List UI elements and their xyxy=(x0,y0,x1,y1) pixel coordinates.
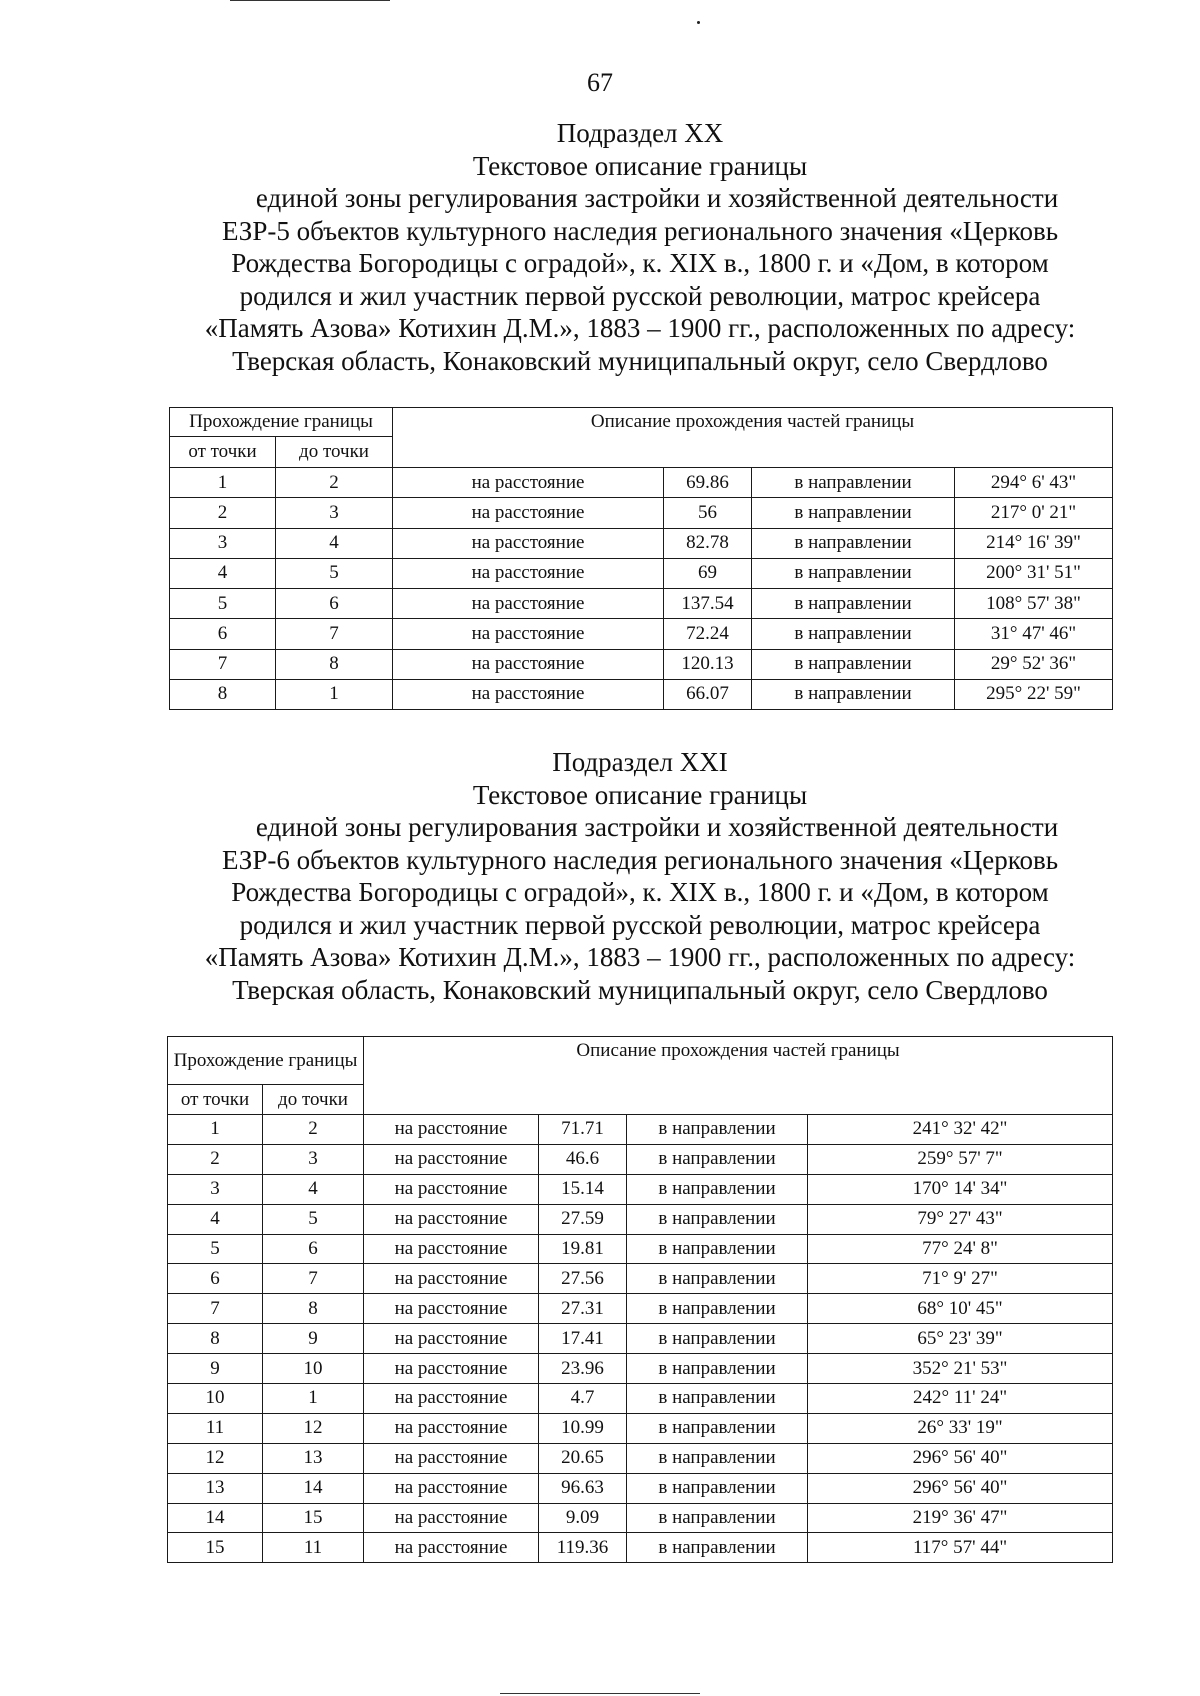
cell-to-point: 7 xyxy=(276,619,393,649)
table-row xyxy=(170,528,1113,558)
cell-distance: 10.99 xyxy=(539,1413,627,1443)
heading-line: единой зоны регулирования застройки и хозяйственной деятельности xyxy=(255,183,1059,213)
heading-line: родился и жил участник первой русской революции, матрос крейсера xyxy=(239,909,1041,940)
cell-bearing: 217° 0' 21" xyxy=(955,498,1113,528)
cell-direction-label: в направлении xyxy=(627,1443,808,1473)
table-row xyxy=(170,679,1113,709)
cell-bearing: 352° 21' 53" xyxy=(808,1354,1113,1384)
table-row xyxy=(168,1234,1113,1264)
table-row xyxy=(168,1115,1113,1145)
cell-direction-label: в направлении xyxy=(752,528,955,558)
table-row xyxy=(168,1443,1113,1473)
cell-distance: 17.41 xyxy=(539,1324,627,1354)
table-row xyxy=(170,498,1113,528)
cell-bearing: 296° 56' 40" xyxy=(808,1473,1113,1503)
section-title: Подраздел XXI xyxy=(552,747,728,777)
cell-distance: 72.24 xyxy=(664,619,752,649)
cell-bearing: 241° 32' 42" xyxy=(808,1115,1113,1145)
cell-direction-label: в направлении xyxy=(627,1204,808,1234)
cell-distance-label: на расстояние xyxy=(364,1264,539,1294)
cell-direction-label: в направлении xyxy=(627,1144,808,1174)
table-row xyxy=(170,589,1113,619)
cell-from-point: 10 xyxy=(168,1384,263,1414)
table-row xyxy=(168,1204,1113,1234)
cell-direction-label: в направлении xyxy=(627,1324,808,1354)
heading-line: Рождества Богородицы с оградой», к. XIX в., 1800 г. и «Дом, в котором xyxy=(231,248,1049,278)
cell-distance: 66.07 xyxy=(664,679,752,709)
scan-artifact-bottom xyxy=(500,1693,700,1694)
cell-distance-label: на расстояние xyxy=(364,1144,539,1174)
cell-bearing: 68° 10' 45" xyxy=(808,1294,1113,1324)
cell-distance-label: на расстояние xyxy=(393,589,664,619)
cell-from-point: 2 xyxy=(168,1144,263,1174)
scan-speck xyxy=(697,21,700,24)
table-row xyxy=(170,468,1113,498)
table-row xyxy=(168,1354,1113,1384)
cell-bearing: 71° 9' 27" xyxy=(808,1264,1113,1294)
cell-distance-label: на расстояние xyxy=(393,649,664,679)
cell-distance-label: на расстояние xyxy=(364,1115,539,1145)
table-row xyxy=(168,1384,1113,1414)
cell-direction-label: в направлении xyxy=(627,1234,808,1264)
cell-bearing: 117° 57' 44" xyxy=(808,1533,1113,1563)
cell-bearing: 219° 36' 47" xyxy=(808,1503,1113,1533)
cell-from-point: 11 xyxy=(168,1413,263,1443)
table-body xyxy=(170,468,1113,710)
cell-distance: 15.14 xyxy=(539,1174,627,1204)
cell-distance: 119.36 xyxy=(539,1533,627,1563)
heading-line: единой зоны регулирования застройки и хозяйственной деятельности xyxy=(255,812,1059,842)
header-description: Описание прохождения частей границы xyxy=(364,1037,1113,1115)
table-row xyxy=(168,1324,1113,1354)
cell-direction-label: в направлении xyxy=(627,1533,808,1563)
scan-artifact-top xyxy=(230,0,390,1)
cell-distance: 137.54 xyxy=(664,589,752,619)
cell-distance-label: на расстояние xyxy=(364,1234,539,1264)
table-row xyxy=(170,649,1113,679)
cell-direction-label: в направлении xyxy=(752,558,955,588)
cell-bearing: 214° 16' 39" xyxy=(955,528,1113,558)
cell-distance-label: на расстояние xyxy=(393,498,664,528)
cell-distance-label: на расстояние xyxy=(364,1503,539,1533)
cell-direction-label: в направлении xyxy=(752,498,955,528)
cell-bearing: 26° 33' 19" xyxy=(808,1413,1113,1443)
cell-bearing: 108° 57' 38" xyxy=(955,589,1113,619)
heading-line: ЕЗР-5 объектов культурного наследия регионального значения «Церковь xyxy=(221,215,1059,246)
cell-to-point: 10 xyxy=(263,1354,364,1384)
cell-distance-label: на расстояние xyxy=(364,1413,539,1443)
cell-to-point: 11 xyxy=(263,1533,364,1563)
cell-direction-label: в направлении xyxy=(627,1264,808,1294)
cell-to-point: 1 xyxy=(276,679,393,709)
cell-distance-label: на расстояние xyxy=(364,1384,539,1414)
cell-bearing: 170° 14' 34" xyxy=(808,1174,1113,1204)
cell-distance-label: на расстояние xyxy=(393,679,664,709)
header-to: до точки xyxy=(276,437,393,468)
header-passage: Прохождение границы xyxy=(170,408,393,437)
cell-from-point: 9 xyxy=(168,1354,263,1384)
cell-distance: 27.59 xyxy=(539,1204,627,1234)
cell-distance-label: на расстояние xyxy=(364,1473,539,1503)
cell-to-point: 3 xyxy=(276,498,393,528)
cell-bearing: 79° 27' 43" xyxy=(808,1204,1113,1234)
heading-line: родился и жил участник первой русской революции, матрос крейсера xyxy=(239,280,1041,311)
heading-line: «Память Азова» Котихин Д.М.», 1883 – 1900 гг., расположенных по адресу: xyxy=(204,942,1076,972)
table-row xyxy=(168,1294,1113,1324)
cell-from-point: 3 xyxy=(168,1174,263,1204)
cell-to-point: 5 xyxy=(276,558,393,588)
header-to: до точки xyxy=(263,1085,364,1115)
cell-distance: 27.56 xyxy=(539,1264,627,1294)
cell-distance-label: на расстояние xyxy=(393,619,664,649)
cell-bearing: 29° 52' 36" xyxy=(955,649,1113,679)
table-row xyxy=(168,1264,1113,1294)
section-title: Подраздел XX xyxy=(556,118,724,148)
cell-distance-label: на расстояние xyxy=(393,468,664,498)
cell-bearing: 296° 56' 40" xyxy=(808,1443,1113,1473)
section-xx-heading xyxy=(150,117,1130,377)
table-row xyxy=(168,1503,1113,1533)
cell-distance-label: на расстояние xyxy=(393,558,664,588)
cell-to-point: 8 xyxy=(263,1294,364,1324)
heading-line: ЕЗР-6 объектов культурного наследия регионального значения «Церковь xyxy=(221,844,1059,875)
cell-from-point: 14 xyxy=(168,1503,263,1533)
cell-distance-label: на расстояние xyxy=(364,1443,539,1473)
cell-bearing: 242° 11' 24" xyxy=(808,1384,1113,1414)
cell-to-point: 3 xyxy=(263,1144,364,1174)
cell-to-point: 7 xyxy=(263,1264,364,1294)
cell-distance-label: на расстояние xyxy=(364,1354,539,1384)
cell-to-point: 9 xyxy=(263,1324,364,1354)
cell-to-point: 6 xyxy=(263,1234,364,1264)
cell-distance: 27.31 xyxy=(539,1294,627,1324)
header-from: от точки xyxy=(168,1085,263,1115)
cell-distance: 46.6 xyxy=(539,1144,627,1174)
cell-distance: 82.78 xyxy=(664,528,752,558)
cell-distance-label: на расстояние xyxy=(364,1294,539,1324)
cell-from-point: 5 xyxy=(170,589,276,619)
cell-bearing: 31° 47' 46" xyxy=(955,619,1113,649)
cell-to-point: 2 xyxy=(276,468,393,498)
header-passage: Прохождение границы xyxy=(168,1037,364,1085)
cell-direction-label: в направлении xyxy=(752,679,955,709)
cell-from-point: 2 xyxy=(170,498,276,528)
cell-direction-label: в направлении xyxy=(627,1174,808,1204)
table-row xyxy=(170,619,1113,649)
cell-distance: 71.71 xyxy=(539,1115,627,1145)
cell-from-point: 12 xyxy=(168,1443,263,1473)
cell-direction-label: в направлении xyxy=(627,1294,808,1324)
table-row xyxy=(168,1413,1113,1443)
cell-to-point: 15 xyxy=(263,1503,364,1533)
cell-to-point: 4 xyxy=(276,528,393,558)
cell-direction-label: в направлении xyxy=(752,589,955,619)
header-description: Описание прохождения частей границы xyxy=(393,408,1113,468)
cell-bearing: 295° 22' 59" xyxy=(955,679,1113,709)
cell-distance-label: на расстояние xyxy=(364,1324,539,1354)
cell-from-point: 13 xyxy=(168,1473,263,1503)
boundary-table-xx xyxy=(169,407,1113,710)
table-row xyxy=(168,1473,1113,1503)
cell-from-point: 7 xyxy=(170,649,276,679)
cell-to-point: 4 xyxy=(263,1174,364,1204)
cell-bearing: 200° 31' 51" xyxy=(955,558,1113,588)
cell-direction-label: в направлении xyxy=(627,1115,808,1145)
heading-line: Рождества Богородицы с оградой», к. XIX в., 1800 г. и «Дом, в котором xyxy=(231,877,1049,907)
cell-distance: 69 xyxy=(664,558,752,588)
table-row xyxy=(168,1144,1113,1174)
heading-line: Тверская область, Конаковский муниципальный округ, село Свердлово xyxy=(232,345,1048,376)
heading-line: Тверская область, Конаковский муниципальный округ, село Свердлово xyxy=(232,974,1048,1005)
section-xxi-heading xyxy=(150,746,1130,1006)
cell-from-point: 3 xyxy=(170,528,276,558)
cell-from-point: 4 xyxy=(170,558,276,588)
cell-distance-label: на расстояние xyxy=(364,1174,539,1204)
cell-from-point: 7 xyxy=(168,1294,263,1324)
cell-from-point: 5 xyxy=(168,1234,263,1264)
cell-distance-label: на расстояние xyxy=(393,528,664,558)
cell-direction-label: в направлении xyxy=(752,619,955,649)
cell-to-point: 8 xyxy=(276,649,393,679)
heading-line: Текстовое описание границы xyxy=(472,150,808,181)
cell-from-point: 6 xyxy=(168,1264,263,1294)
cell-distance: 23.96 xyxy=(539,1354,627,1384)
cell-distance: 96.63 xyxy=(539,1473,627,1503)
cell-direction-label: в направлении xyxy=(627,1413,808,1443)
cell-from-point: 6 xyxy=(170,619,276,649)
cell-direction-label: в направлении xyxy=(627,1384,808,1414)
header-from: от точки xyxy=(170,437,276,468)
cell-direction-label: в направлении xyxy=(627,1503,808,1533)
cell-from-point: 1 xyxy=(170,468,276,498)
cell-distance-label: на расстояние xyxy=(364,1204,539,1234)
cell-bearing: 77° 24' 8" xyxy=(808,1234,1113,1264)
cell-to-point: 14 xyxy=(263,1473,364,1503)
cell-distance: 20.65 xyxy=(539,1443,627,1473)
cell-to-point: 12 xyxy=(263,1413,364,1443)
cell-direction-label: в направлении xyxy=(627,1473,808,1503)
cell-distance: 120.13 xyxy=(664,649,752,679)
cell-to-point: 2 xyxy=(263,1115,364,1145)
cell-bearing: 259° 57' 7" xyxy=(808,1144,1113,1174)
table-body xyxy=(168,1115,1113,1563)
heading-line: Текстовое описание границы xyxy=(472,779,808,810)
cell-distance: 4.7 xyxy=(539,1384,627,1414)
cell-distance: 69.86 xyxy=(664,468,752,498)
cell-distance: 56 xyxy=(664,498,752,528)
table-row xyxy=(170,558,1113,588)
cell-to-point: 5 xyxy=(263,1204,364,1234)
cell-direction-label: в направлении xyxy=(627,1354,808,1384)
cell-distance: 19.81 xyxy=(539,1234,627,1264)
cell-distance: 9.09 xyxy=(539,1503,627,1533)
heading-line: «Память Азова» Котихин Д.М.», 1883 – 1900 гг., расположенных по адресу: xyxy=(204,313,1076,343)
cell-direction-label: в направлении xyxy=(752,468,955,498)
cell-bearing: 65° 23' 39" xyxy=(808,1324,1113,1354)
page-number: 67 xyxy=(587,68,613,97)
cell-from-point: 15 xyxy=(168,1533,263,1563)
cell-bearing: 294° 6' 43" xyxy=(955,468,1113,498)
boundary-table-xxi xyxy=(167,1036,1113,1563)
cell-direction-label: в направлении xyxy=(752,649,955,679)
cell-distance-label: на расстояние xyxy=(364,1533,539,1563)
cell-from-point: 4 xyxy=(168,1204,263,1234)
cell-from-point: 8 xyxy=(168,1324,263,1354)
cell-to-point: 1 xyxy=(263,1384,364,1414)
cell-from-point: 1 xyxy=(168,1115,263,1145)
table-row xyxy=(168,1174,1113,1204)
cell-from-point: 8 xyxy=(170,679,276,709)
cell-to-point: 13 xyxy=(263,1443,364,1473)
cell-to-point: 6 xyxy=(276,589,393,619)
table-row xyxy=(168,1533,1113,1563)
